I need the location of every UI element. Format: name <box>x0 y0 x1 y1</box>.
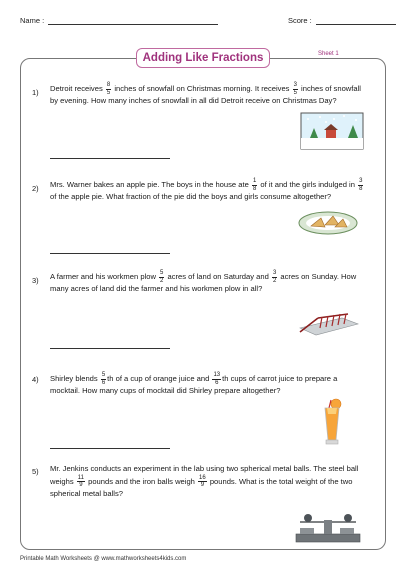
question-number: 5) <box>32 467 39 476</box>
question-number: 3) <box>32 276 39 285</box>
score-line <box>316 24 396 25</box>
answer-line <box>50 253 170 254</box>
fraction: $\frac{3}{8}$ <box>359 178 363 192</box>
fraction: $\frac{3}{2}$ <box>272 270 277 284</box>
question-text: Mrs. Warner bakes an apple pie. The boys in the house ate $\frac{1}{8}$ of it and the girls indulged in $\frac{3}{8}$ of the apple pie. What fraction of the pie did the boys and girls consume altogether? <box>50 178 363 201</box>
name-label: Name : <box>20 16 45 25</box>
weighing-balance-image <box>290 510 366 544</box>
fraction: $\frac{8}{5}$ <box>106 82 111 96</box>
score-label: Score : <box>288 16 312 25</box>
question-number: 4) <box>32 375 39 384</box>
answer-line <box>50 448 170 449</box>
snowfall-scene-image <box>300 112 364 150</box>
name-field <box>20 16 218 25</box>
footer-credit: Printable Math Worksheets @ www.mathworksheets4kids.com <box>20 556 187 562</box>
question-number: 1) <box>32 88 39 97</box>
answer-line <box>50 158 170 159</box>
fraction: $\frac{1}{8}$ <box>252 178 257 192</box>
fraction: $\frac{5}{2}$ <box>160 270 164 284</box>
fraction: $\frac{5}{6}$ <box>101 372 106 386</box>
answer-line <box>50 348 170 349</box>
question-text: Shirley blends $\frac{5}{6}$ th of a cup of orange juice and $\frac{13}{6}$ th cups of carrot juice to prepare a mocktail. How many cups of mocktail did Shirley prepare altogether? <box>50 372 338 395</box>
question-text: Mr. Jenkins conducts an experiment in the lab using two spherical metal balls. The steel ball weighs $\frac{11}{9}$ pounds and the iron balls weigh $\frac{16}{9}$ pounds. What is the total weight of the two spherical metal balls? <box>50 464 359 498</box>
question-number: 2) <box>32 184 39 193</box>
plow-image <box>296 308 362 338</box>
sheet-label: Sheet 1 <box>318 51 339 57</box>
score-field <box>288 16 396 25</box>
question-text: Detroit receives $\frac{8}{5}$ inches of snowfall on Christmas morning. It receives $\frac{3}{5}$ inches of snowfall by evening. How many inches of snowfall in all did Detroit receive on Christmas Day? <box>50 82 361 105</box>
fraction: $\frac{13}{6}$ <box>213 372 221 386</box>
apple-pie-slices-image <box>297 210 359 236</box>
worksheet-title: Adding Like Fractions <box>136 48 270 68</box>
fraction: $\frac{3}{5}$ <box>293 82 297 96</box>
fraction: $\frac{16}{9}$ <box>199 474 206 488</box>
fraction: $\frac{11}{9}$ <box>77 474 84 488</box>
question-text: A farmer and his workmen plow $\frac{5}{2}$ acres of land on Saturday and $\frac{3}{2}$ acres on Sunday. How many acres of land did the farmer and his workmen plow in all? <box>50 270 357 293</box>
name-line <box>48 24 218 25</box>
mocktail-glass-image <box>316 398 348 448</box>
